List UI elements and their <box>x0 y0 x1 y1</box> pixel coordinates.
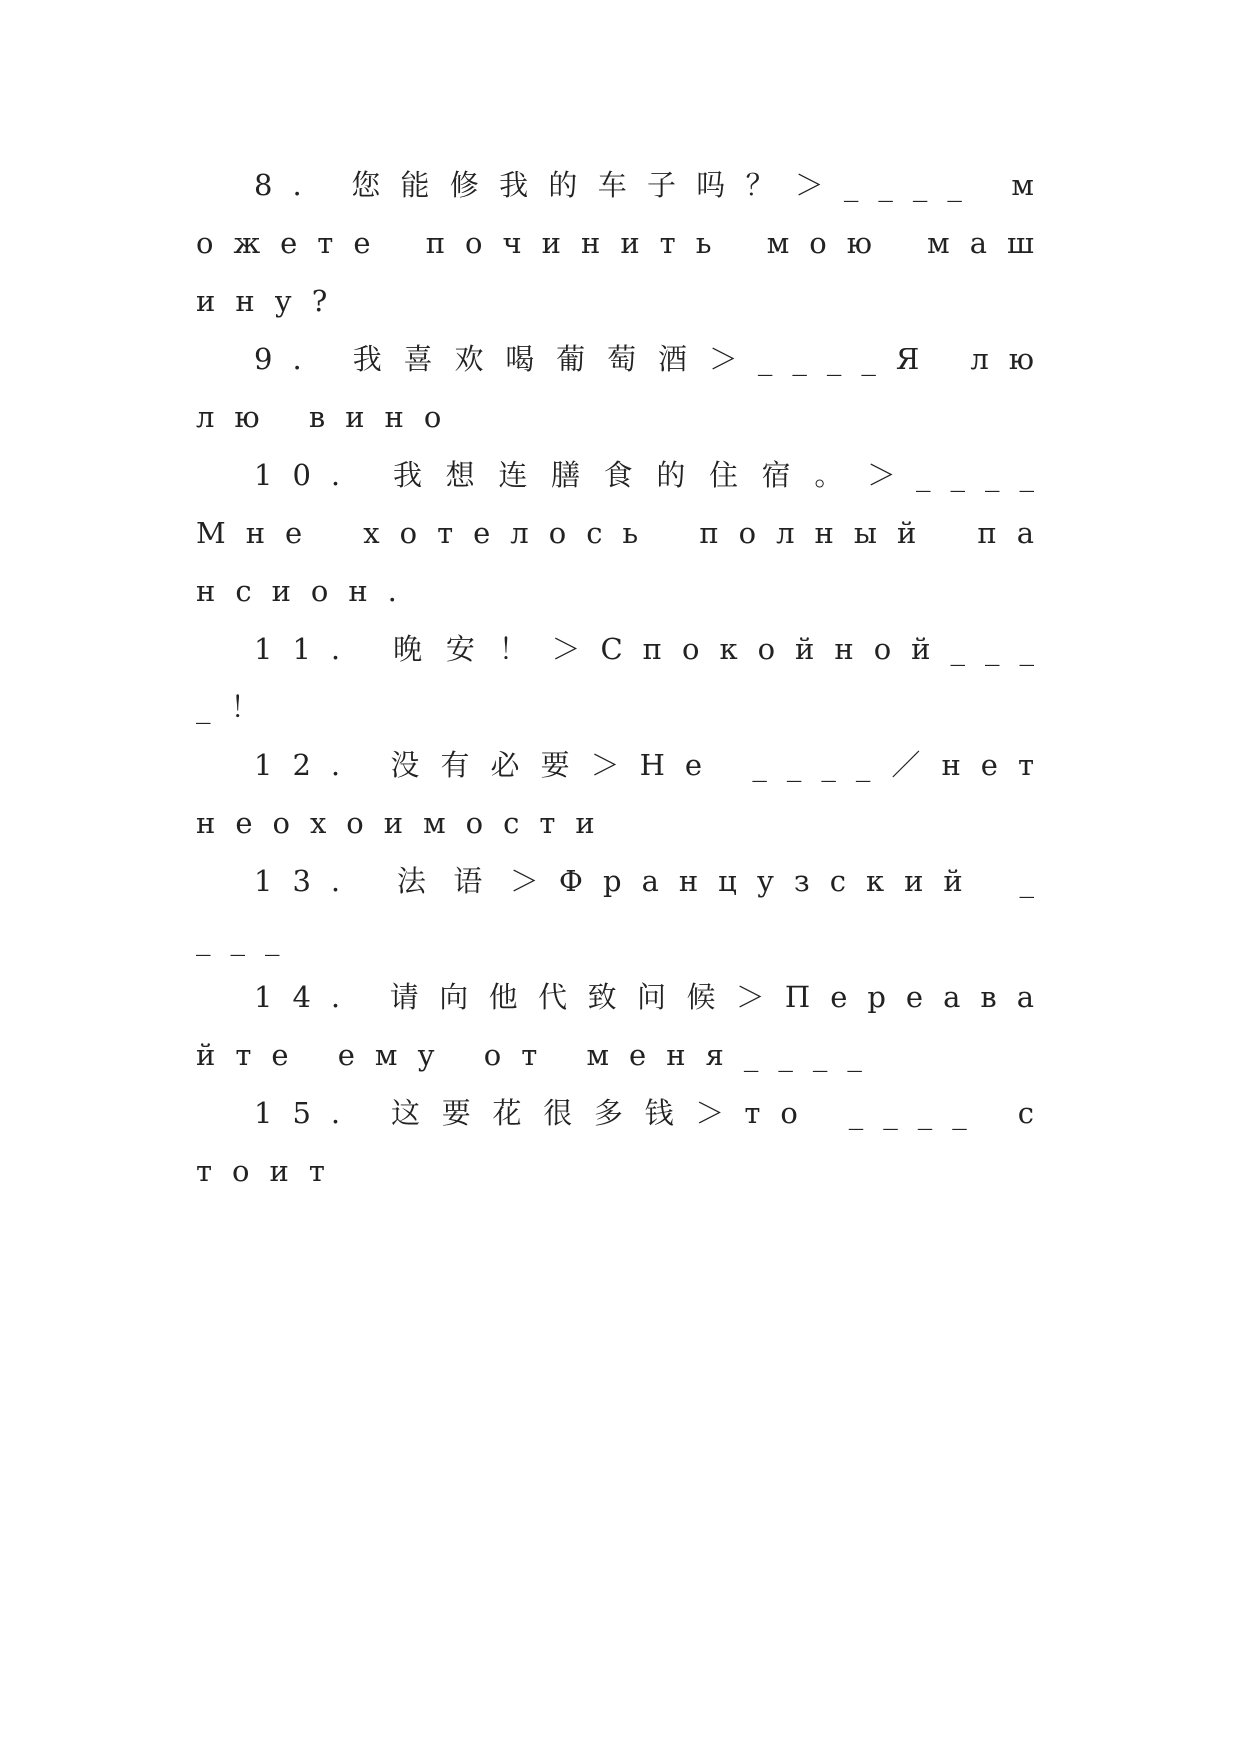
exercise-item-15: 15. 这要花很多钱＞то ____ стоит <box>196 1096 1054 1188</box>
exercise-item-9: 9. 我喜欢喝葡萄酒＞____Я люлю вино <box>196 342 1054 434</box>
exercise-item-10: 10. 我想连膳食的住宿。＞____Мне хотелось полный пансион. <box>196 458 1054 608</box>
exercise-item-12: 12. 没有必要＞Не ____／нет неохоимости <box>196 748 1054 840</box>
exercise-item-8: 8. 您能修我的车子吗？＞____ можете починить мою машину? <box>196 168 1054 318</box>
exercise-item-11: 11. 晚安！＞Спокойной____！ <box>196 632 1054 724</box>
exercise-list <box>196 156 1054 1200</box>
exercise-item-14: 14. 请向他代致问候＞Переавайте ему от меня____ <box>196 980 1054 1072</box>
exercise-item-13: 13. 法语＞Французский ____ <box>196 864 1054 956</box>
